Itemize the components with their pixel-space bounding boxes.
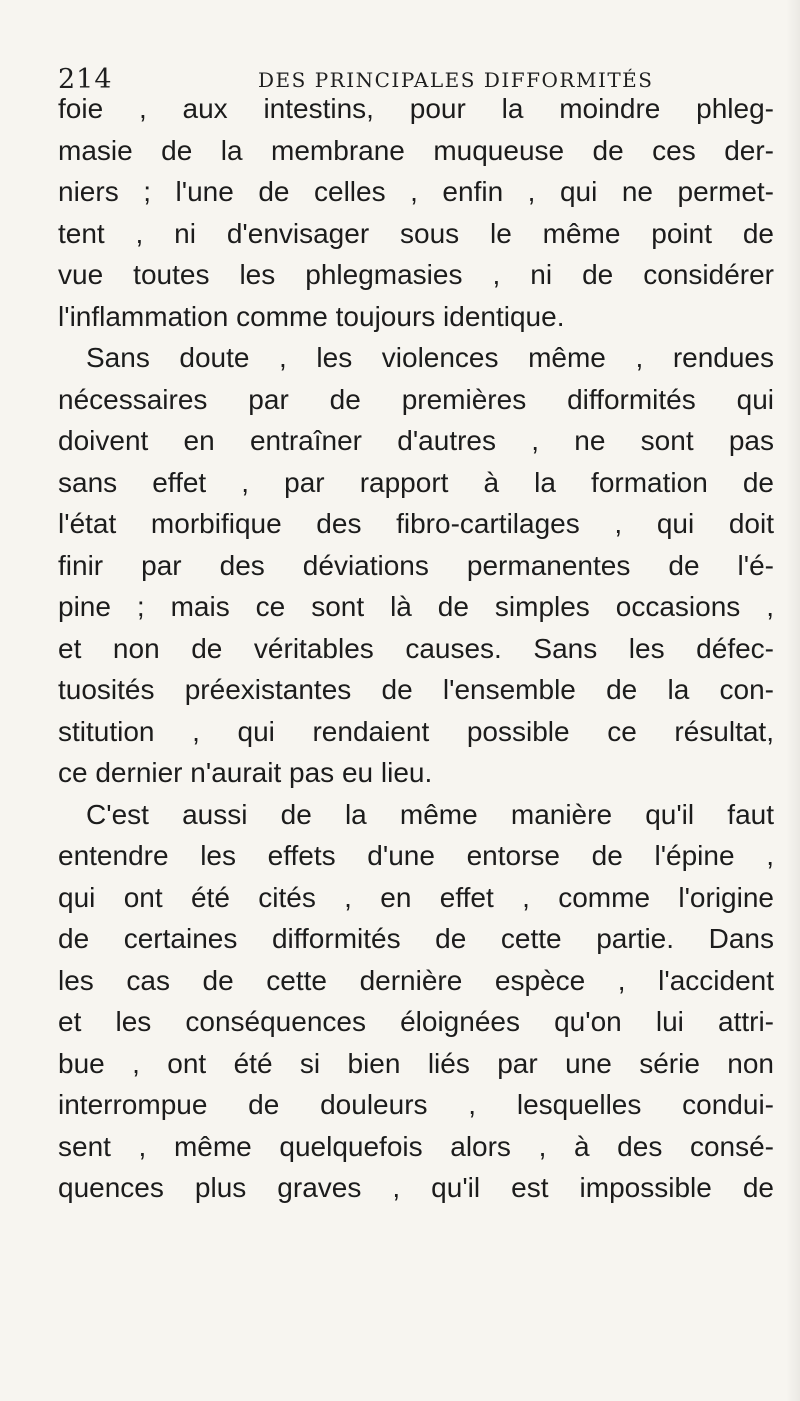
text-line: sent , même quelquefois alors , à des consé- xyxy=(58,1130,774,1162)
text-line: et les conséquences éloignées qu'on lui attri- xyxy=(58,1006,774,1037)
text-line: bue , ont été si bien liés par une série non xyxy=(58,1047,774,1079)
text-line: doivent en entraîner d'autres , ne sont pas xyxy=(58,425,774,456)
running-title: DES PRINCIPALES DIFFORMITÉS xyxy=(258,68,654,92)
text-line: qui ont été cités , en effet , comme l'origine xyxy=(58,881,774,913)
text-line: de certaines difformités de cette partie. Dans xyxy=(58,923,774,954)
paragraph-start-line: C'est aussi de la même manière qu'il faut xyxy=(86,798,774,830)
text-line: stitution , qui rendaient possible ce résultat, xyxy=(58,715,774,747)
text-line: l'inflammation comme toujours identique. xyxy=(58,300,565,332)
body-text xyxy=(58,88,774,1209)
paragraph-start-line: Sans doute , les violences même , rendues xyxy=(86,342,774,373)
text-line: ce dernier n'aurait pas eu lieu. xyxy=(58,757,433,788)
text-line: nécessaires par de premières difformités qui xyxy=(58,383,774,415)
text-line: interrompue de douleurs , lesquelles condui- xyxy=(58,1089,774,1120)
text-line: finir par des déviations permanentes de l'é- xyxy=(58,549,774,581)
text-line: quences plus graves , qu'il est impossible de xyxy=(58,1172,774,1203)
text-line: pine ; mais ce sont là de simples occasions , xyxy=(58,591,774,622)
text-line: tuosités préexistantes de l'ensemble de la con- xyxy=(58,674,774,705)
text-line: entendre les effets d'une entorse de l'épine , xyxy=(58,840,774,871)
text-line: niers ; l'une de celles , enfin , qui ne permet- xyxy=(58,176,774,207)
text-line: les cas de cette dernière espèce , l'accident xyxy=(58,964,774,996)
text-line: et non de véritables causes. Sans les défec- xyxy=(58,632,774,664)
page-number: 214 xyxy=(58,64,113,95)
text-line: masie de la membrane muqueuse de ces der- xyxy=(58,134,774,166)
text-line: tent , ni d'envisager sous le même point de xyxy=(58,217,774,249)
text-line: vue toutes les phlegmasies , ni de considérer xyxy=(58,259,774,290)
text-line: sans effet , par rapport à la formation de xyxy=(58,466,774,498)
text-line: foie , aux intestins, pour la moindre phleg- xyxy=(58,93,774,124)
text-line: l'état morbifique des fibro-cartilages , qui doit xyxy=(58,508,774,539)
